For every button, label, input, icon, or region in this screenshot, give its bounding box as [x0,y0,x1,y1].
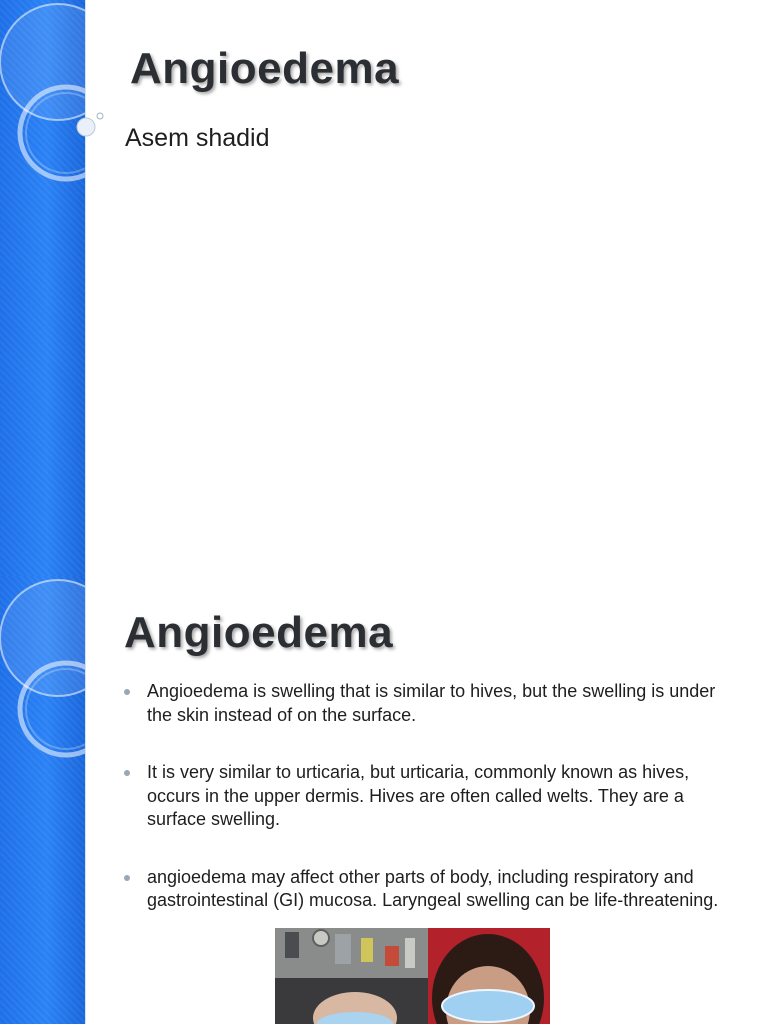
bullet-icon [124,875,130,881]
list-item [124,866,739,913]
author-subtitle: Asem shadid [125,124,270,152]
clinic-photo [275,928,428,1024]
list-item [124,680,739,727]
bullet-text: Angioedema is swelling that is similar to hives, but the swelling is under the skin instead of on the surface. [147,681,716,725]
sidebar-decoration [0,576,86,1024]
circles-decoration [0,576,86,776]
bullet-text: It is very similar to urticaria, but urticaria, commonly known as hives, occurs in the upper dermis. Hives are often called welts. They are a surface swelling. [147,762,690,829]
slide-title: Angioedema [124,608,394,657]
bullet-icon [124,689,130,695]
bullet-list [124,680,739,947]
bullet-icon [124,770,130,776]
patient-photo [428,928,550,1024]
slide-title: Angioedema [130,44,400,93]
bubble-decoration [74,108,108,142]
content-slide [0,576,768,1024]
circles-decoration [0,0,86,200]
sidebar-decoration [0,0,86,576]
patient-face [428,928,550,1024]
list-item [124,761,739,832]
angioedema-photo [275,928,550,1024]
clinic-scene [275,928,428,1024]
bullet-text: angioedema may affect other parts of body, including respiratory and gastrointestinal (GI) mucosa. Laryngeal swelling can be life-threatening. [147,866,719,910]
